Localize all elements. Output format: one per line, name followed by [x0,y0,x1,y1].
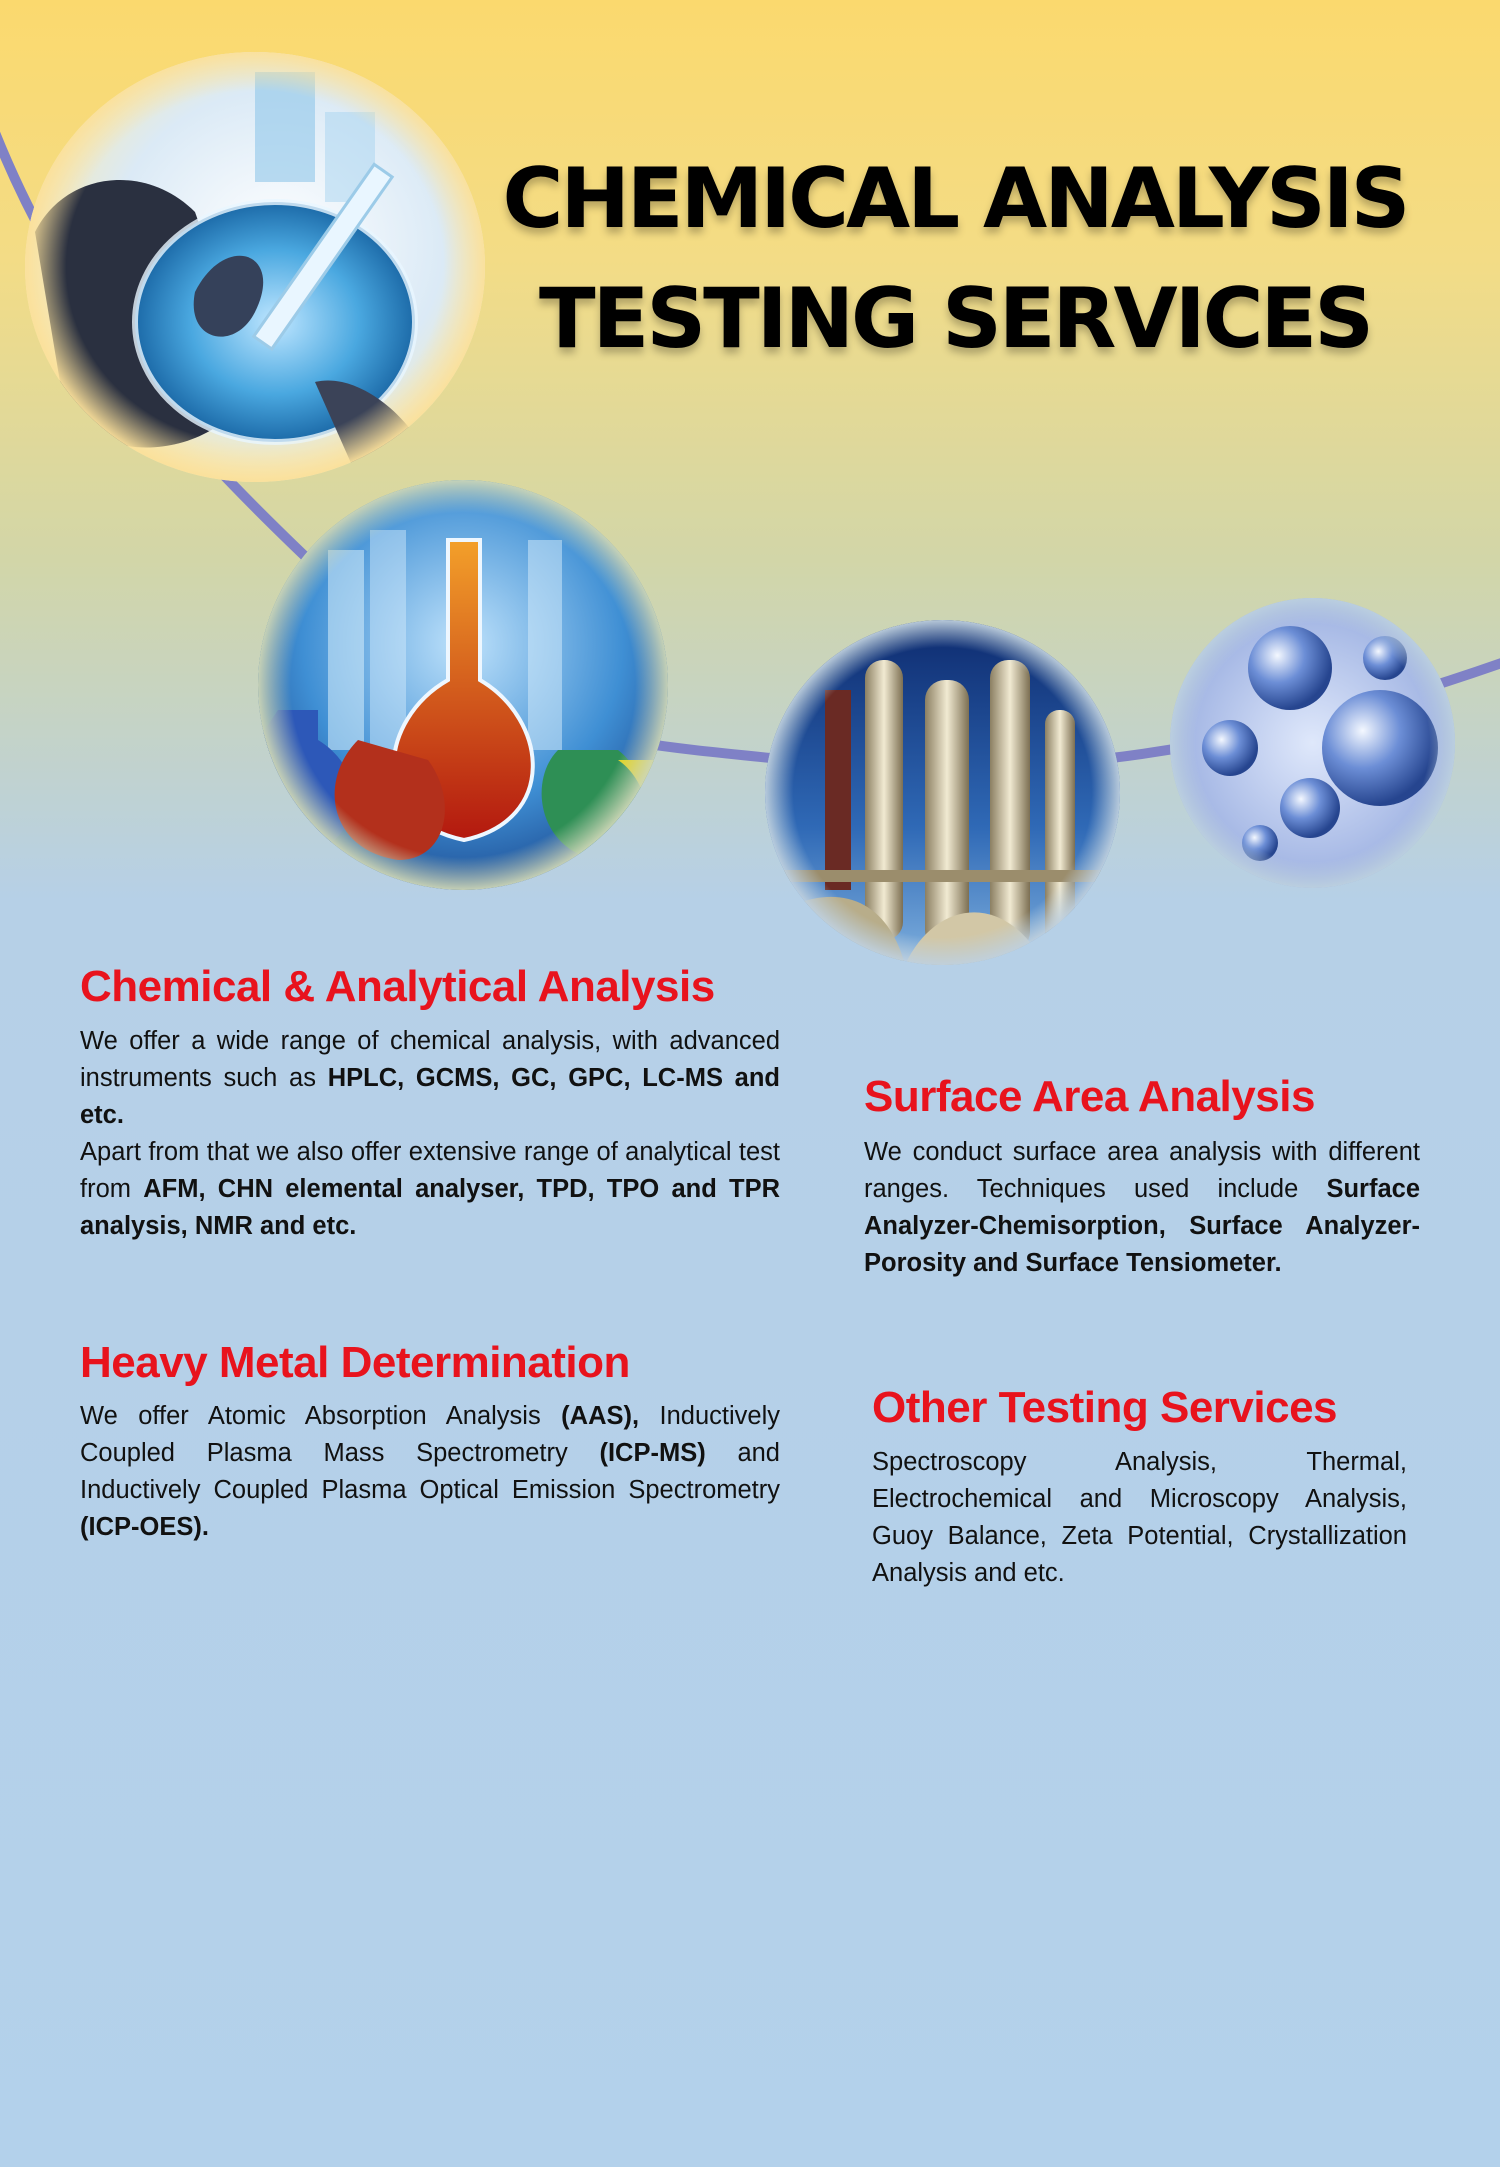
chemical-analysis-heading: Chemical & Analytical Analysis [80,962,715,1011]
chemical-analysis-text-1: We offer a wide range of chemical analysis, with advanced instruments such as [80,1027,780,1092]
chemical-analysis-paragraph-2 [80,1134,780,1245]
heavy-metal-icp-oes: (ICP-OES). [80,1513,209,1541]
heavy-metal-text-3: and Inductively Coupled Plasma Optical Emission Spectrometry [80,1439,780,1504]
water-droplets-image [1170,598,1455,888]
other-services-heading: Other Testing Services [872,1383,1338,1432]
chemical-analysis-tests: AFM, CHN elemental analyser, TPD, TPO and TPR analysis, NMR and etc. [80,1175,780,1240]
heavy-metal-heading: Heavy Metal Determination [80,1338,630,1387]
refinery-columns-image [765,620,1120,965]
page-title-line2: TESTING SERVICES [539,270,1371,367]
surface-area-paragraph [864,1134,1420,1282]
other-services-text: Spectroscopy Analysis, Thermal, Electrochemical and Microscopy Analysis, Guoy Balance, Zeta Potential, Crystallization Analysis and etc. [872,1448,1407,1587]
chemical-analysis-instruments: HPLC, GCMS, GC, GPC, LC-MS and etc. [80,1064,780,1129]
surface-area-techniques: Surface Analyzer-Chemisorption, Surface Analyzer-Porosity and Surface Tensiometer. [864,1175,1420,1277]
chemistry-flasks-image [258,480,668,890]
heavy-metal-aas: (AAS), [561,1402,640,1430]
heavy-metal-icp-ms: (ICP-MS) [599,1439,706,1467]
heavy-metal-text-2: Inductively Coupled Plasma Mass Spectrometry [80,1402,780,1467]
surface-area-text: We conduct surface area analysis with different ranges. Techniques used include [864,1138,1420,1203]
other-services-paragraph [872,1444,1407,1592]
heavy-metal-paragraph [80,1398,780,1546]
chemical-analysis-text-2: Apart from that we also offer extensive range of analytical test from [80,1138,780,1203]
heavy-metal-text-1: We offer Atomic Absorption Analysis [80,1402,562,1430]
surface-area-heading: Surface Area Analysis [864,1072,1315,1121]
page-title-line1: CHEMICAL ANALYSIS [502,150,1408,247]
lab-glove-petri-dish-image [25,52,485,482]
chemical-analysis-paragraph-1 [80,1023,780,1134]
